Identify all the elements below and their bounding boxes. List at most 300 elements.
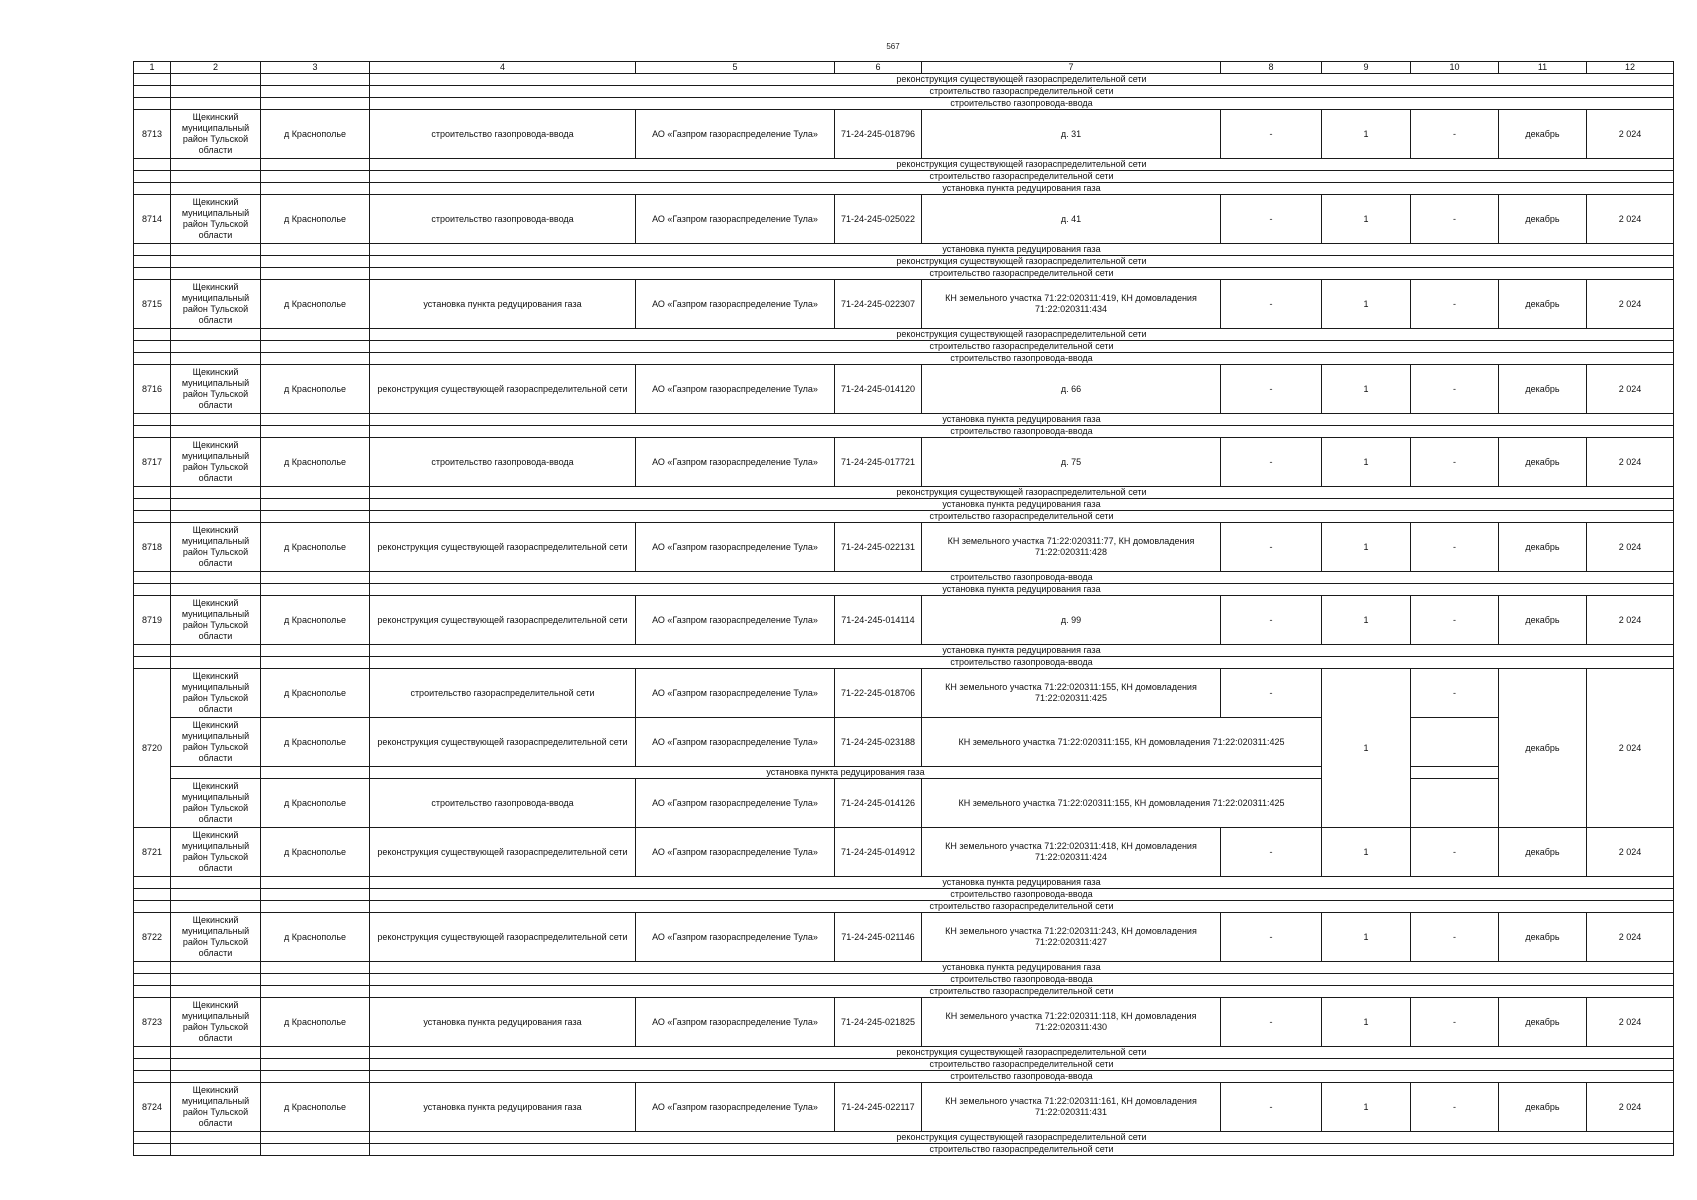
sub-cell-empty xyxy=(261,986,370,998)
organization-cell: АО «Газпром газораспределение Тула» xyxy=(636,523,835,572)
work-type-subrow xyxy=(134,183,1674,195)
work-type-label: установка пункта редуцирования газа xyxy=(370,877,1674,889)
col9-value: 1 xyxy=(1322,110,1411,159)
sub-cell-empty xyxy=(171,877,261,889)
sub-cell-empty xyxy=(261,877,370,889)
sub-cell-empty xyxy=(134,1132,171,1144)
col-header: 7 xyxy=(922,62,1221,74)
work-type-subrow xyxy=(134,901,1674,913)
col9-value: 1 xyxy=(1322,596,1411,645)
object-code-cell: 71-24-245-021146 xyxy=(835,913,922,962)
col9-value: 1 xyxy=(1322,280,1411,329)
col10-empty xyxy=(1411,718,1499,767)
sub-cell-empty xyxy=(171,511,261,523)
object-identifier-cell: КН земельного участка 71:22:020311:77, КН домовладения 71:22:020311:428 xyxy=(922,523,1221,572)
sub-cell-empty xyxy=(134,244,171,256)
district-cell: Щекинский муниципальный район Тульской области xyxy=(171,195,261,244)
object-code-cell: 71-24-245-014114 xyxy=(835,596,922,645)
register-entry-row xyxy=(134,913,1674,962)
object-code-cell: 71-24-245-014120 xyxy=(835,365,922,414)
work-type-subrow xyxy=(134,962,1674,974)
work-type-label: установка пункта редуцирования газа xyxy=(370,244,1674,256)
work-type-subrow xyxy=(134,657,1674,669)
work-type-label: строительство газопровода-ввода xyxy=(370,353,1674,365)
col10-value: - xyxy=(1411,998,1499,1047)
work-type-label: установка пункта редуцирования газа xyxy=(370,645,1674,657)
col10-value: - xyxy=(1411,596,1499,645)
gasification-register-table xyxy=(133,61,1674,1156)
object-identifier-cell: КН земельного участка 71:22:020311:243, КН домовладения 71:22:020311:427 xyxy=(922,913,1221,962)
sub-cell-empty xyxy=(261,901,370,913)
work-type-subrow xyxy=(134,171,1674,183)
month-cell: декабрь xyxy=(1499,438,1587,487)
object-code-cell: 71-24-245-017721 xyxy=(835,438,922,487)
sub-cell-empty xyxy=(134,329,171,341)
col9-value: 1 xyxy=(1322,669,1411,828)
col-header: 11 xyxy=(1499,62,1587,74)
col10-value: - xyxy=(1411,365,1499,414)
register-entry-subentry-row xyxy=(134,718,1674,767)
entry-number: 8716 xyxy=(134,365,171,414)
sub-cell-empty xyxy=(134,1047,171,1059)
month-cell: декабрь xyxy=(1499,1083,1587,1132)
work-type-label: установка пункта редуцирования газа xyxy=(370,414,1674,426)
sub-cell-empty xyxy=(171,98,261,110)
work-type-label: строительство газопровода-ввода xyxy=(370,1071,1674,1083)
month-cell: декабрь xyxy=(1499,828,1587,877)
sub-cell-empty xyxy=(171,353,261,365)
month-cell: декабрь xyxy=(1499,365,1587,414)
work-type-label: строительство газопровода-ввода xyxy=(370,889,1674,901)
register-entry-row xyxy=(134,110,1674,159)
sub-cell-empty xyxy=(134,353,171,365)
sub-cell-empty xyxy=(134,901,171,913)
sub-cell-empty xyxy=(261,244,370,256)
object-code-cell: 71-24-245-025022 xyxy=(835,195,922,244)
organization-cell: АО «Газпром газораспределение Тула» xyxy=(636,195,835,244)
sub-cell-empty xyxy=(134,1071,171,1083)
month-cell: декабрь xyxy=(1499,523,1587,572)
col8-value: - xyxy=(1221,438,1322,487)
sub-cell-empty xyxy=(171,657,261,669)
work-type-subrow xyxy=(134,1132,1674,1144)
work-type-label: строительство газораспределительной сети xyxy=(370,511,1674,523)
entry-number: 8714 xyxy=(134,195,171,244)
district-cell: Щекинский муниципальный район Тульской области xyxy=(171,998,261,1047)
year-cell: 2 024 xyxy=(1587,110,1674,159)
sub-cell-empty xyxy=(134,159,171,171)
work-type-subrow xyxy=(134,511,1674,523)
col-header: 5 xyxy=(636,62,835,74)
col-header: 12 xyxy=(1587,62,1674,74)
district-cell: Щекинский муниципальный район Тульской области xyxy=(171,523,261,572)
entry-number: 8719 xyxy=(134,596,171,645)
sub-cell-empty xyxy=(134,414,171,426)
col10-value: - xyxy=(1411,1083,1499,1132)
col-header: 2 xyxy=(171,62,261,74)
settlement-cell: д Краснополье xyxy=(261,110,370,159)
sub-cell-empty xyxy=(261,974,370,986)
entry-number: 8717 xyxy=(134,438,171,487)
organization-cell: АО «Газпром газораспределение Тула» xyxy=(636,669,835,718)
column-number-header-row xyxy=(134,62,1674,74)
year-cell: 2 024 xyxy=(1587,998,1674,1047)
month-cell: декабрь xyxy=(1499,110,1587,159)
organization-cell: АО «Газпром газораспределение Тула» xyxy=(636,828,835,877)
work-type-label: строительство газораспределительной сети xyxy=(370,1059,1674,1071)
object-code-cell: 71-24-245-021825 xyxy=(835,998,922,1047)
work-type-label: установка пункта редуцирования газа xyxy=(370,962,1674,974)
work-type-label: установка пункта редуцирования газа xyxy=(370,499,1674,511)
object-identifier-cell: д. 41 xyxy=(922,195,1221,244)
organization-cell: АО «Газпром газораспределение Тула» xyxy=(636,365,835,414)
sub-cell-empty xyxy=(134,256,171,268)
district-cell: Щекинский муниципальный район Тульской области xyxy=(171,596,261,645)
sub-cell-empty xyxy=(134,499,171,511)
settlement-cell: д Краснополье xyxy=(261,779,370,828)
work-type-label: установка пункта редуцирования газа xyxy=(370,767,1322,779)
month-cell: декабрь xyxy=(1499,998,1587,1047)
col8-value: - xyxy=(1221,523,1322,572)
work-type-subrow xyxy=(134,98,1674,110)
settlement-cell: д Краснополье xyxy=(261,195,370,244)
work-description-cell: установка пункта редуцирования газа xyxy=(370,1083,636,1132)
entry-number: 8723 xyxy=(134,998,171,1047)
work-type-subrow xyxy=(134,86,1674,98)
settlement-cell: д Краснополье xyxy=(261,828,370,877)
col9-value: 1 xyxy=(1322,365,1411,414)
organization-cell: АО «Газпром газораспределение Тула» xyxy=(636,718,835,767)
sub-cell-empty xyxy=(134,657,171,669)
col-header: 3 xyxy=(261,62,370,74)
work-description-cell: реконструкция существующей газораспределительной сети xyxy=(370,596,636,645)
sub-cell-empty xyxy=(171,584,261,596)
sub-cell-empty xyxy=(261,657,370,669)
col-header: 6 xyxy=(835,62,922,74)
object-code-cell: 71-24-245-022307 xyxy=(835,280,922,329)
page-number: 567 xyxy=(886,42,900,51)
year-cell: 2 024 xyxy=(1587,669,1674,828)
sub-cell-empty xyxy=(134,86,171,98)
col8-value: - xyxy=(1221,280,1322,329)
district-cell: Щекинский муниципальный район Тульской области xyxy=(171,365,261,414)
col8-value: - xyxy=(1221,110,1322,159)
sub-cell-empty xyxy=(171,171,261,183)
object-code-cell: 71-22-245-018706 xyxy=(835,669,922,718)
sub-cell-empty xyxy=(171,487,261,499)
col-header: 10 xyxy=(1411,62,1499,74)
year-cell: 2 024 xyxy=(1587,828,1674,877)
object-identifier-cell: КН земельного участка 71:22:020311:155, КН домовладения 71:22:020311:425 xyxy=(922,718,1322,767)
sub-cell-empty xyxy=(261,329,370,341)
work-type-subrow xyxy=(134,426,1674,438)
sub-cell-empty xyxy=(261,268,370,280)
work-type-label: строительство газораспределительной сети xyxy=(370,86,1674,98)
sub-cell-empty xyxy=(134,487,171,499)
work-type-label: строительство газораспределительной сети xyxy=(370,901,1674,913)
sub-cell-empty xyxy=(134,1059,171,1071)
sub-cell-empty xyxy=(261,889,370,901)
sub-cell-empty xyxy=(171,1047,261,1059)
object-code-cell: 71-24-245-022131 xyxy=(835,523,922,572)
work-type-subrow xyxy=(134,329,1674,341)
sub-cell-empty xyxy=(171,1132,261,1144)
sub-cell-empty xyxy=(171,244,261,256)
year-cell: 2 024 xyxy=(1587,596,1674,645)
year-cell: 2 024 xyxy=(1587,438,1674,487)
work-type-subrow xyxy=(134,889,1674,901)
sub-cell-empty xyxy=(261,1059,370,1071)
object-identifier-cell: КН земельного участка 71:22:020311:155, КН домовладения 71:22:020311:425 xyxy=(922,779,1322,828)
col9-value: 1 xyxy=(1322,438,1411,487)
work-description-cell: реконструкция существующей газораспределительной сети xyxy=(370,365,636,414)
col10-value: - xyxy=(1411,913,1499,962)
work-description-cell: строительство газопровода-ввода xyxy=(370,110,636,159)
sub-cell-empty xyxy=(261,256,370,268)
sub-cell-empty xyxy=(171,974,261,986)
work-type-subrow xyxy=(134,414,1674,426)
settlement-cell: д Краснополье xyxy=(261,913,370,962)
work-type-label: строительство газораспределительной сети xyxy=(370,171,1674,183)
sub-cell-empty xyxy=(134,426,171,438)
sub-cell-empty xyxy=(171,86,261,98)
sub-cell-empty xyxy=(261,1132,370,1144)
district-cell: Щекинский муниципальный район Тульской области xyxy=(171,669,261,718)
work-type-subrow xyxy=(134,256,1674,268)
settlement-cell: д Краснополье xyxy=(261,718,370,767)
sub-cell-empty xyxy=(134,74,171,86)
sub-cell-empty xyxy=(261,511,370,523)
work-type-subrow xyxy=(134,353,1674,365)
sub-cell-empty xyxy=(134,268,171,280)
year-cell: 2 024 xyxy=(1587,365,1674,414)
register-entry-row xyxy=(134,828,1674,877)
organization-cell: АО «Газпром газораспределение Тула» xyxy=(636,110,835,159)
object-identifier-cell: КН земельного участка 71:22:020311:419, КН домовладения 71:22:020311:434 xyxy=(922,280,1221,329)
work-description-cell: реконструкция существующей газораспределительной сети xyxy=(370,828,636,877)
work-type-subrow xyxy=(134,645,1674,657)
month-cell: декабрь xyxy=(1499,669,1587,828)
sub-cell-empty xyxy=(261,1071,370,1083)
col10-value: - xyxy=(1411,280,1499,329)
sub-cell-empty xyxy=(134,511,171,523)
work-type-label: установка пункта редуцирования газа xyxy=(370,183,1674,195)
sub-cell-empty xyxy=(134,645,171,657)
sub-cell-empty xyxy=(171,329,261,341)
register-entry-row xyxy=(134,438,1674,487)
district-cell: Щекинский муниципальный район Тульской области xyxy=(171,280,261,329)
register-entry-row xyxy=(134,1083,1674,1132)
district-cell: Щекинский муниципальный район Тульской области xyxy=(171,718,261,767)
work-description-cell: строительство газопровода-ввода xyxy=(370,438,636,487)
object-identifier-cell: д. 99 xyxy=(922,596,1221,645)
work-description-cell: строительство газораспределительной сети xyxy=(370,669,636,718)
col10-value: - xyxy=(1411,828,1499,877)
sub-cell-empty xyxy=(261,86,370,98)
sub-cell-empty xyxy=(171,767,261,779)
work-type-subrow xyxy=(134,499,1674,511)
work-type-subrow xyxy=(134,974,1674,986)
sub-cell-empty xyxy=(134,986,171,998)
organization-cell: АО «Газпром газораспределение Тула» xyxy=(636,998,835,1047)
district-cell: Щекинский муниципальный район Тульской области xyxy=(171,913,261,962)
sub-cell-empty xyxy=(261,414,370,426)
sub-cell-empty xyxy=(134,341,171,353)
sub-cell-empty xyxy=(171,1071,261,1083)
sub-cell-empty xyxy=(261,962,370,974)
object-identifier-cell: д. 66 xyxy=(922,365,1221,414)
col10-empty xyxy=(1411,779,1499,828)
settlement-cell: д Краснополье xyxy=(261,280,370,329)
organization-cell: АО «Газпром газораспределение Тула» xyxy=(636,913,835,962)
col-header: 4 xyxy=(370,62,636,74)
work-description-cell: строительство газопровода-ввода xyxy=(370,195,636,244)
register-entry-row xyxy=(134,280,1674,329)
year-cell: 2 024 xyxy=(1587,913,1674,962)
sub-cell-empty xyxy=(134,1144,171,1156)
work-type-label: строительство газопровода-ввода xyxy=(370,657,1674,669)
organization-cell: АО «Газпром газораспределение Тула» xyxy=(636,1083,835,1132)
sub-cell-empty xyxy=(171,901,261,913)
sub-cell-empty xyxy=(171,572,261,584)
sub-cell-empty xyxy=(171,986,261,998)
sub-cell-empty xyxy=(171,889,261,901)
col9-value: 1 xyxy=(1322,998,1411,1047)
district-cell: Щекинский муниципальный район Тульской области xyxy=(171,438,261,487)
object-identifier-cell: д. 75 xyxy=(922,438,1221,487)
settlement-cell: д Краснополье xyxy=(261,669,370,718)
object-identifier-cell: КН земельного участка 71:22:020311:155, КН домовладения 71:22:020311:425 xyxy=(922,669,1221,718)
work-description-cell: установка пункта редуцирования газа xyxy=(370,998,636,1047)
col8-value: - xyxy=(1221,1083,1322,1132)
col10-value: - xyxy=(1411,669,1499,718)
sub-cell-empty xyxy=(171,268,261,280)
work-type-subrow xyxy=(134,341,1674,353)
sub-cell-empty xyxy=(134,171,171,183)
col8-value: - xyxy=(1221,195,1322,244)
district-cell: Щекинский муниципальный район Тульской области xyxy=(171,110,261,159)
register-entry-row xyxy=(134,365,1674,414)
register-entry-subentry-row xyxy=(134,779,1674,828)
work-description-cell: реконструкция существующей газораспределительной сети xyxy=(370,718,636,767)
sub-cell-empty xyxy=(171,426,261,438)
work-type-subrow xyxy=(134,572,1674,584)
work-type-label: реконструкция существующей газораспределительной сети xyxy=(370,74,1674,86)
object-identifier-cell: КН земельного участка 71:22:020311:118, КН домовладения 71:22:020311:430 xyxy=(922,998,1221,1047)
work-type-label: реконструкция существующей газораспределительной сети xyxy=(370,329,1674,341)
sub-cell-empty xyxy=(134,962,171,974)
register-entry-row xyxy=(134,998,1674,1047)
settlement-cell: д Краснополье xyxy=(261,596,370,645)
sub-cell-empty xyxy=(261,98,370,110)
object-code-cell: 71-24-245-023188 xyxy=(835,718,922,767)
settlement-cell: д Краснополье xyxy=(261,365,370,414)
col10-value: - xyxy=(1411,438,1499,487)
sub-cell-empty xyxy=(261,645,370,657)
sub-cell-empty xyxy=(171,645,261,657)
register-entry-row xyxy=(134,195,1674,244)
work-type-subrow xyxy=(134,244,1674,256)
work-type-subrow xyxy=(134,487,1674,499)
year-cell: 2 024 xyxy=(1587,523,1674,572)
settlement-cell: д Краснополье xyxy=(261,438,370,487)
object-identifier-cell: КН земельного участка 71:22:020311:418, КН домовладения 71:22:020311:424 xyxy=(922,828,1221,877)
organization-cell: АО «Газпром газораспределение Тула» xyxy=(636,438,835,487)
col-header: 9 xyxy=(1322,62,1411,74)
sub-cell-empty xyxy=(261,171,370,183)
work-type-subrow xyxy=(134,767,1674,779)
col10-value: - xyxy=(1411,110,1499,159)
sub-cell-empty xyxy=(261,74,370,86)
register-entry-row xyxy=(134,669,1674,718)
month-cell: декабрь xyxy=(1499,596,1587,645)
work-description-cell: строительство газопровода-ввода xyxy=(370,779,636,828)
work-type-subrow xyxy=(134,1071,1674,1083)
work-type-subrow xyxy=(134,1059,1674,1071)
work-type-subrow xyxy=(134,268,1674,280)
work-type-label: реконструкция существующей газораспределительной сети xyxy=(370,159,1674,171)
district-cell: Щекинский муниципальный район Тульской области xyxy=(171,828,261,877)
sub-cell-empty xyxy=(261,1144,370,1156)
sub-cell-empty xyxy=(171,414,261,426)
work-type-label: строительство газопровода-ввода xyxy=(370,98,1674,110)
sub-cell-empty xyxy=(171,499,261,511)
col10-empty xyxy=(1411,767,1499,779)
work-type-subrow xyxy=(134,584,1674,596)
sub-cell-empty xyxy=(171,341,261,353)
object-code-cell: 71-24-245-022117 xyxy=(835,1083,922,1132)
sub-cell-empty xyxy=(171,74,261,86)
organization-cell: АО «Газпром газораспределение Тула» xyxy=(636,280,835,329)
organization-cell: АО «Газпром газораспределение Тула» xyxy=(636,596,835,645)
col-header: 8 xyxy=(1221,62,1322,74)
sub-cell-empty xyxy=(134,572,171,584)
object-code-cell: 71-24-245-014126 xyxy=(835,779,922,828)
district-cell: Щекинский муниципальный район Тульской области xyxy=(171,1083,261,1132)
work-type-label: строительство газораспределительной сети xyxy=(370,268,1674,280)
sub-cell-empty xyxy=(261,1047,370,1059)
sub-cell-empty xyxy=(171,159,261,171)
sub-cell-empty xyxy=(134,889,171,901)
work-type-label: строительство газопровода-ввода xyxy=(370,426,1674,438)
sub-cell-empty xyxy=(261,487,370,499)
work-type-label: строительство газопровода-ввода xyxy=(370,974,1674,986)
district-cell: Щекинский муниципальный район Тульской области xyxy=(171,779,261,828)
col8-value: - xyxy=(1221,913,1322,962)
sub-cell-empty xyxy=(261,767,370,779)
work-type-label: установка пункта редуцирования газа xyxy=(370,584,1674,596)
month-cell: декабрь xyxy=(1499,195,1587,244)
work-type-subrow xyxy=(134,1144,1674,1156)
col9-value: 1 xyxy=(1322,1083,1411,1132)
sub-cell-empty xyxy=(171,1144,261,1156)
work-description-cell: реконструкция существующей газораспределительной сети xyxy=(370,523,636,572)
work-type-subrow xyxy=(134,159,1674,171)
year-cell: 2 024 xyxy=(1587,280,1674,329)
sub-cell-empty xyxy=(261,183,370,195)
col8-value: - xyxy=(1221,669,1322,718)
col9-value: 1 xyxy=(1322,913,1411,962)
work-type-subrow xyxy=(134,74,1674,86)
object-identifier-cell: д. 31 xyxy=(922,110,1221,159)
entry-number: 8715 xyxy=(134,280,171,329)
col-header: 1 xyxy=(134,62,171,74)
col9-value: 1 xyxy=(1322,195,1411,244)
entry-number: 8713 xyxy=(134,110,171,159)
sub-cell-empty xyxy=(261,426,370,438)
sub-cell-empty xyxy=(171,256,261,268)
settlement-cell: д Краснополье xyxy=(261,998,370,1047)
